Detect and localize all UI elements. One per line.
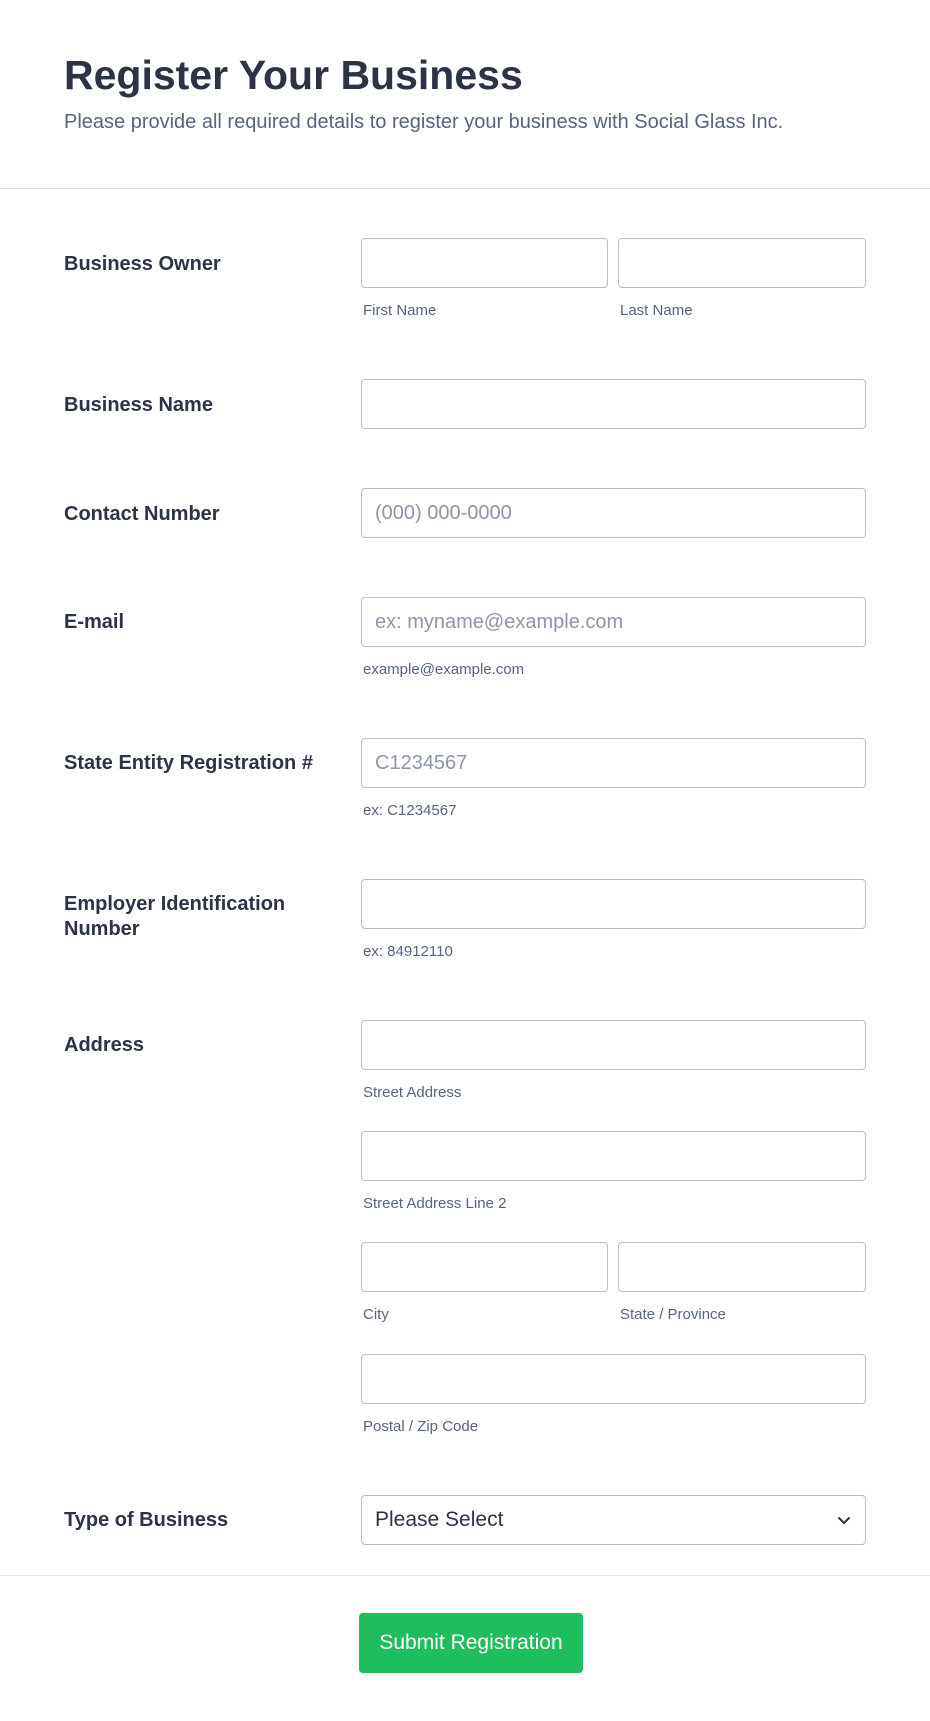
address-label: Address <box>64 1034 145 1056</box>
first-name-sublabel: First Name <box>363 302 437 319</box>
business-owner-label: Business Owner <box>64 253 221 275</box>
business-type-selected: Please Select <box>375 1508 504 1531</box>
page-title: Register Your Business <box>64 52 523 98</box>
email-sublabel: example@example.com <box>363 661 525 678</box>
contact-number-label: Contact Number <box>64 503 220 525</box>
email-label: E-mail <box>64 611 125 633</box>
last-name-input[interactable] <box>618 238 866 288</box>
submit-button[interactable]: Submit Registration <box>359 1613 583 1673</box>
state-registration-input[interactable] <box>361 738 866 788</box>
form-header <box>0 0 930 189</box>
street-address-input[interactable] <box>361 1020 866 1070</box>
city-sublabel: City <box>363 1306 389 1323</box>
business-name-input[interactable] <box>361 379 866 429</box>
ein-label: Employer Identification Number <box>64 893 286 940</box>
street-address-line2-input[interactable] <box>361 1131 866 1181</box>
state-province-input[interactable] <box>618 1242 866 1292</box>
state-registration-sublabel: ex: C1234567 <box>363 802 457 819</box>
street-address-sublabel: Street Address <box>363 1084 462 1101</box>
ein-sublabel: ex: 84912110 <box>363 943 453 960</box>
chevron-down-icon <box>835 1511 853 1529</box>
city-input[interactable] <box>361 1242 608 1292</box>
state-registration-label: State Entity Registration # <box>64 752 313 774</box>
postal-code-sublabel: Postal / Zip Code <box>363 1418 479 1435</box>
footer-divider <box>0 1575 930 1576</box>
last-name-sublabel: Last Name <box>620 302 693 319</box>
street-address-line2-sublabel: Street Address Line 2 <box>363 1195 507 1212</box>
email-input[interactable] <box>361 597 866 647</box>
business-type-select[interactable] <box>361 1495 866 1545</box>
business-name-label: Business Name <box>64 394 213 416</box>
first-name-input[interactable] <box>361 238 608 288</box>
contact-number-input[interactable] <box>361 488 866 538</box>
state-province-sublabel: State / Province <box>620 1306 726 1323</box>
business-type-label: Type of Business <box>64 1509 229 1531</box>
postal-code-input[interactable] <box>361 1354 866 1404</box>
page-subtitle: Please provide all required details to register your business with Social Glass Inc. <box>64 111 784 133</box>
ein-input[interactable] <box>361 879 866 929</box>
